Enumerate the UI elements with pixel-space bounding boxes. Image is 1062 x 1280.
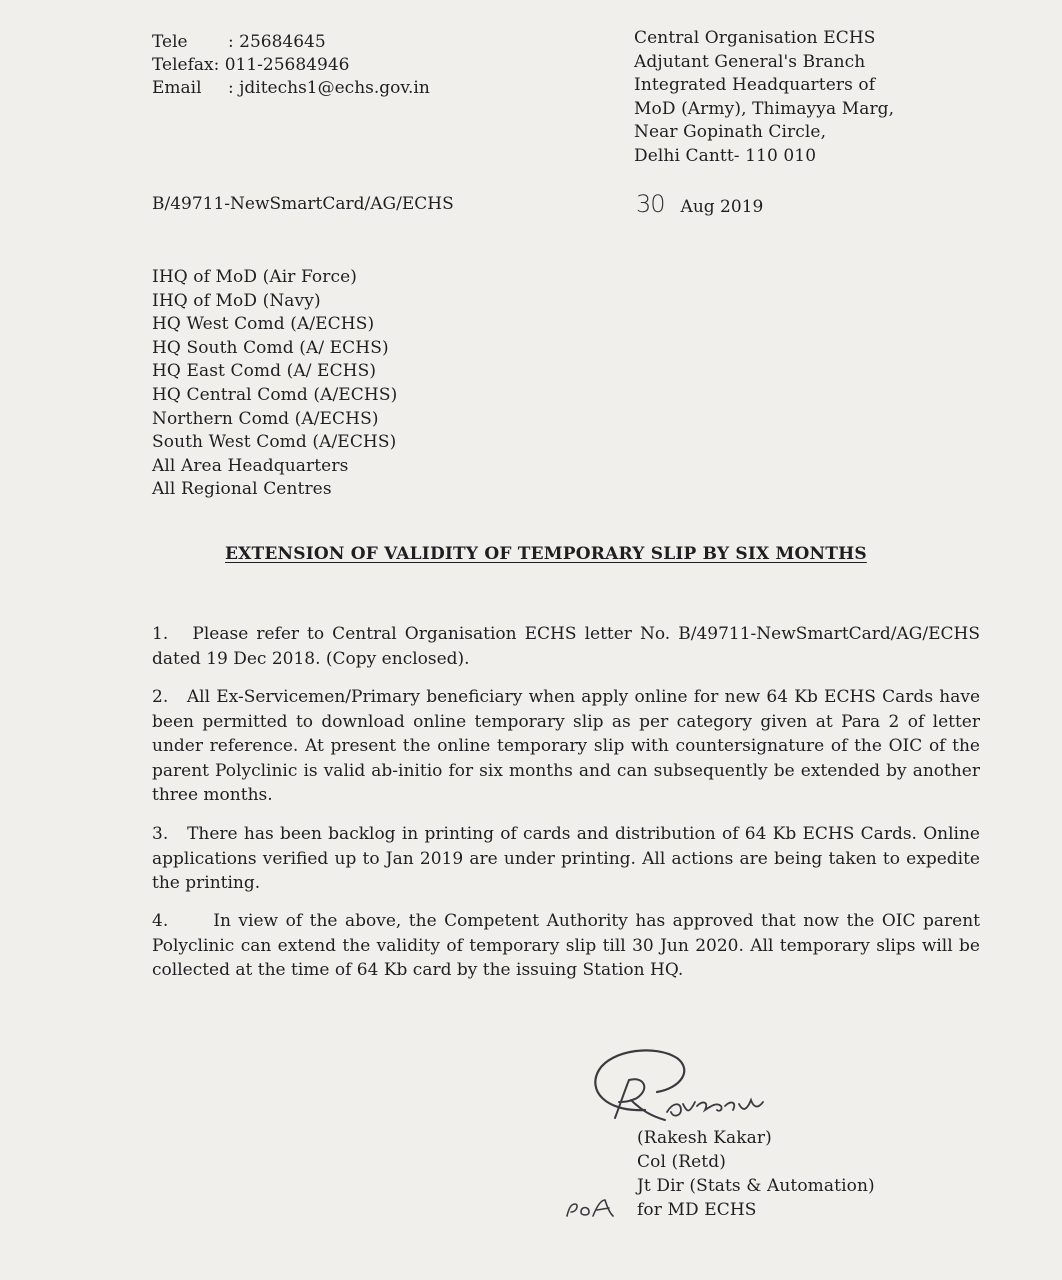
telefax-label: Telefax — [152, 55, 214, 75]
recipient-item: South West Comd (A/ECHS) — [152, 432, 397, 453]
paragraph-2 — [152, 685, 980, 808]
paragraph-text: All Ex-Servicemen/Primary beneficiary when apply online for new 64 Kb ECHS Cards have been permitted to download online temporary slip as per category given at Para 2 of letter under reference. At present the online temporary slip with countersignature of the OIC of the parent Polyclinic is valid ab-initio for six months and can subsequently be extended by another three months. — [152, 687, 981, 805]
recipient-item: All Regional Centres — [152, 479, 332, 500]
recipient-item: Northern Comd (A/ECHS) — [152, 408, 379, 429]
paragraph-text: Please refer to Central Organisation ECHS letter No. B/49711-NewSmartCard/AG/ECHS dated 19 Dec 2018. (Copy enclosed). — [152, 624, 980, 669]
recipient-item: HQ East Comd (A/ ECHS) — [152, 361, 377, 382]
paragraph-number: 3. — [152, 824, 169, 844]
signatory-rank: Col (Retd) — [637, 1152, 726, 1172]
email-value: : jditechs1@echs.gov.in — [228, 78, 430, 98]
reference-number: B/49711-NewSmartCard/AG/ECHS — [152, 194, 454, 214]
paragraph-number: 4. — [152, 911, 169, 931]
handwritten-initials — [563, 1192, 623, 1222]
address-line: Central Organisation ECHS — [634, 28, 876, 48]
email-row — [152, 77, 430, 100]
contact-block — [152, 31, 430, 100]
letter-subject: EXTENSION OF VALIDITY OF TEMPORARY SLIP BY SIX MONTHS — [225, 544, 867, 564]
paragraph-number: 2. — [152, 687, 169, 707]
address-line: Near Gopinath Circle, — [634, 122, 827, 143]
tele-row — [152, 31, 430, 54]
signatory-for-line: for MD ECHS — [637, 1200, 757, 1220]
date-day-handwritten: 30 — [636, 190, 665, 218]
signatory-block — [637, 1126, 875, 1222]
recipient-item: All Area Headquarters — [152, 455, 349, 476]
recipient-item: HQ South Comd (A/ ECHS) — [152, 337, 389, 358]
address-line: Delhi Cantt- 110 010 — [634, 145, 817, 166]
handwritten-signature — [585, 1040, 775, 1130]
recipient-item: HQ Central Comd (A/ECHS) — [152, 384, 398, 405]
paragraph-3 — [152, 822, 980, 896]
paragraph-4 — [152, 909, 980, 983]
paragraph-1 — [152, 622, 980, 671]
address-line: MoD (Army), Thimayya Marg, — [634, 98, 895, 119]
date-month-year: Aug 2019 — [680, 197, 764, 217]
recipient-item: HQ West Comd (A/ECHS) — [152, 314, 375, 335]
recipient-item: IHQ of MoD (Air Force) — [152, 267, 358, 287]
telefax-value: : 011-25684946 — [213, 55, 350, 75]
paragraph-text: There has been backlog in printing of cards and distribution of 64 Kb ECHS Cards. Online applications verified up to Jan 2019 are under printing. All actions are being taken to expedite the printing. — [152, 824, 980, 893]
recipient-item: IHQ of MoD (Navy) — [152, 290, 321, 311]
address-line: Adjutant General's Branch — [634, 51, 866, 72]
paragraph-text: In view of the above, the Competent Authority has approved that now the OIC parent Polyclinic can extend the validity of temporary slip till 30 Jun 2020. All temporary slips will be collected at the time of 64 Kb card by the issuing Station HQ. — [152, 911, 980, 980]
letter-date — [636, 190, 763, 218]
tele-value: : 25684645 — [228, 32, 326, 52]
signatory-designation: Jt Dir (Stats & Automation) — [637, 1176, 875, 1196]
paragraph-number: 1. — [152, 624, 169, 644]
telefax-row — [152, 54, 430, 77]
sender-address — [634, 27, 894, 169]
recipient-list — [152, 266, 397, 502]
email-label: Email — [152, 78, 202, 98]
signatory-name: (Rakesh Kakar) — [637, 1128, 772, 1148]
tele-label: Tele — [152, 32, 188, 52]
address-line: Integrated Headquarters of — [634, 75, 876, 96]
